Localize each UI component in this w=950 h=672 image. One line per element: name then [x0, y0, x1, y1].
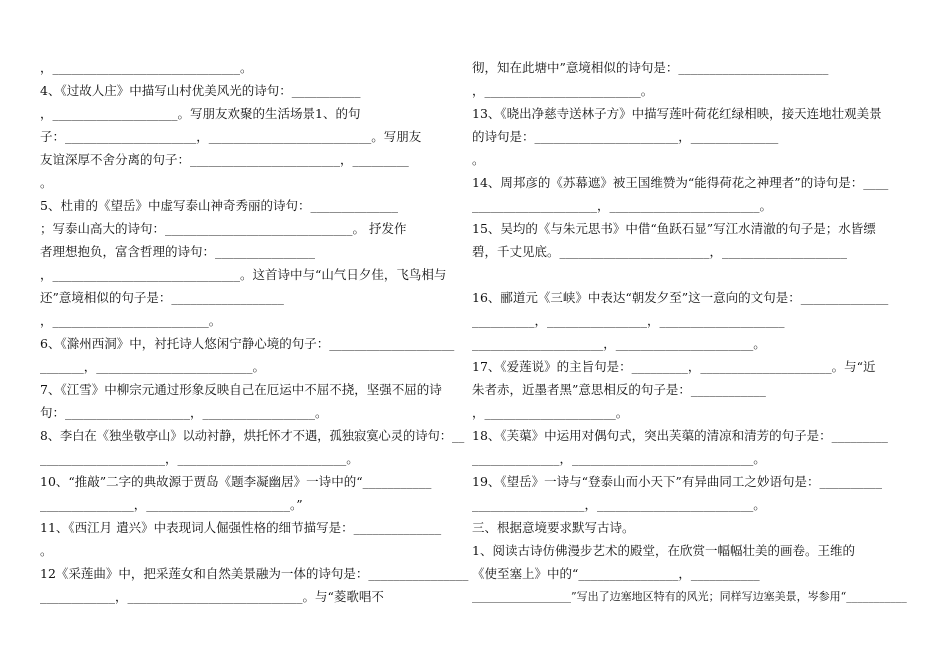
text-line: 句：____________________，__________________。 — [40, 405, 328, 420]
text-line: 子：_____________________，__________________________。写朋友 — [40, 129, 422, 144]
text-line: ，______________________________。 — [40, 60, 253, 75]
text-line: 10、“推敲”二字的典故源于贾岛《题李凝幽居》一诗中的“___________ — [40, 474, 432, 489]
text-line: ，____________________。写朋友欢聚的生活场景1、的句 — [40, 106, 361, 121]
text-line: ____________________，___________________________。 — [40, 451, 359, 466]
text-line: 朱者赤，近墨者黑”意思相反的句子是：____________ — [472, 382, 766, 397]
text-line: 1、阅读古诗仿佛漫步艺术的殿堂，在欣赏一幅幅壮美的画卷。王维的 — [472, 543, 855, 558]
text-line: ____________，____________________________。与“菱歌唱不 — [40, 589, 384, 604]
text-line: 12《采莲曲》中，把采莲女和自然美景融为一体的诗句是：________________ — [40, 566, 469, 581]
text-line: 4、《过故人庄》中描写山村优美风光的诗句：___________ — [40, 83, 361, 98]
text-line: 彻，知在此塘中”意境相似的诗句是：________________________ — [472, 60, 829, 75]
text-line: 5、杜甫的《望岳》中虚写泰山神奇秀丽的诗句：______________ — [40, 198, 398, 213]
text-line: 。 — [40, 175, 53, 190]
text-line: 18、《芙蕖》中运用对偶句式，突出芙蕖的清凉和清芳的句子是：_________ — [472, 428, 888, 443]
text-line: ；写泰山高大的诗句：______________________________。 抒发作 — [40, 221, 407, 236]
text-line: __________，________________，____________________ — [472, 313, 785, 328]
text-line: __________________”写出了边塞地区特有的风光；同样写边塞美景，岑参用“___________ — [472, 590, 907, 603]
text-line: 友谊深厚不舍分离的句子：________________________，_________ — [40, 152, 409, 167]
text-line: 16、郦道元《三峡》中表达“朝发夕至”这一意向的文句是：______________ — [472, 290, 889, 305]
text-line: ，_________________________。 — [472, 83, 654, 98]
text-line: ____________________，________________________。 — [472, 198, 773, 213]
text-line: 7、《江雪》中柳宗元通过形象反映自己在厄运中不屈不挠，坚强不屈的诗 — [40, 382, 442, 397]
section-heading: 三、根据意境要求默写古诗。 — [472, 520, 635, 535]
text-line: 碧，千丈见底。________________________，____________________ — [472, 244, 848, 259]
text-line: 14、周邦彦的《苏幕遮》被王国维赞为“能得荷花之神理者”的诗句是：____ — [472, 175, 889, 190]
text-line: ，_________________________。 — [40, 313, 222, 328]
text-line: 13、《晓出净慈寺送林子方》中描写莲叶荷花红绿相映，接天连地壮观美景 — [472, 106, 882, 121]
text-line: 19、《望岳》一诗与“登泰山而小天下”有异曲同工之妙语句是：__________ — [472, 474, 882, 489]
text-line: _______________，_______________________。” — [40, 497, 303, 512]
text-line: 的诗句是：_______________________，______________ — [472, 129, 779, 144]
text-line: 还”意境相似的句子是：__________________ — [40, 290, 284, 305]
text-line: 11、《西江月 遣兴》中表现词人倔强性格的细节描写是：______________ — [40, 520, 442, 535]
text-line: ______________，_____________________________。 — [472, 451, 766, 466]
text-line: 者理想抱负，富含哲理的诗句：________________ — [40, 244, 316, 259]
text-line: ，_____________________。 — [472, 405, 629, 420]
text-line: 《使至塞上》中的“________________，___________ — [472, 566, 760, 581]
text-line: 15、吴均的《与朱元思书》中借“鱼跃石显”写江水清澈的句子是；水皆缥 — [472, 221, 876, 236]
text-line: ，______________________________。这首诗中与“山气日夕佳，飞鸟相与 — [40, 267, 447, 282]
text-line: 17、《爱莲说》的主旨句是：_________，_____________________。与“近 — [472, 359, 876, 374]
text-line: 6、《滁州西洞》中，衬托诗人悠闲宁静心境的句子：____________________ — [40, 336, 455, 351]
text-line: _____________________，______________________。 — [472, 336, 766, 351]
text-line: _______，_________________________。 — [40, 359, 266, 374]
text-line: 。 — [40, 543, 53, 558]
text-line: 。 — [472, 152, 485, 167]
text-line: __________________，_________________________。 — [472, 497, 766, 512]
text-line: 8、李白在《独坐敬亭山》以动衬静，烘托怀才不遇，孤独寂寞心灵的诗句：__ — [40, 429, 465, 443]
